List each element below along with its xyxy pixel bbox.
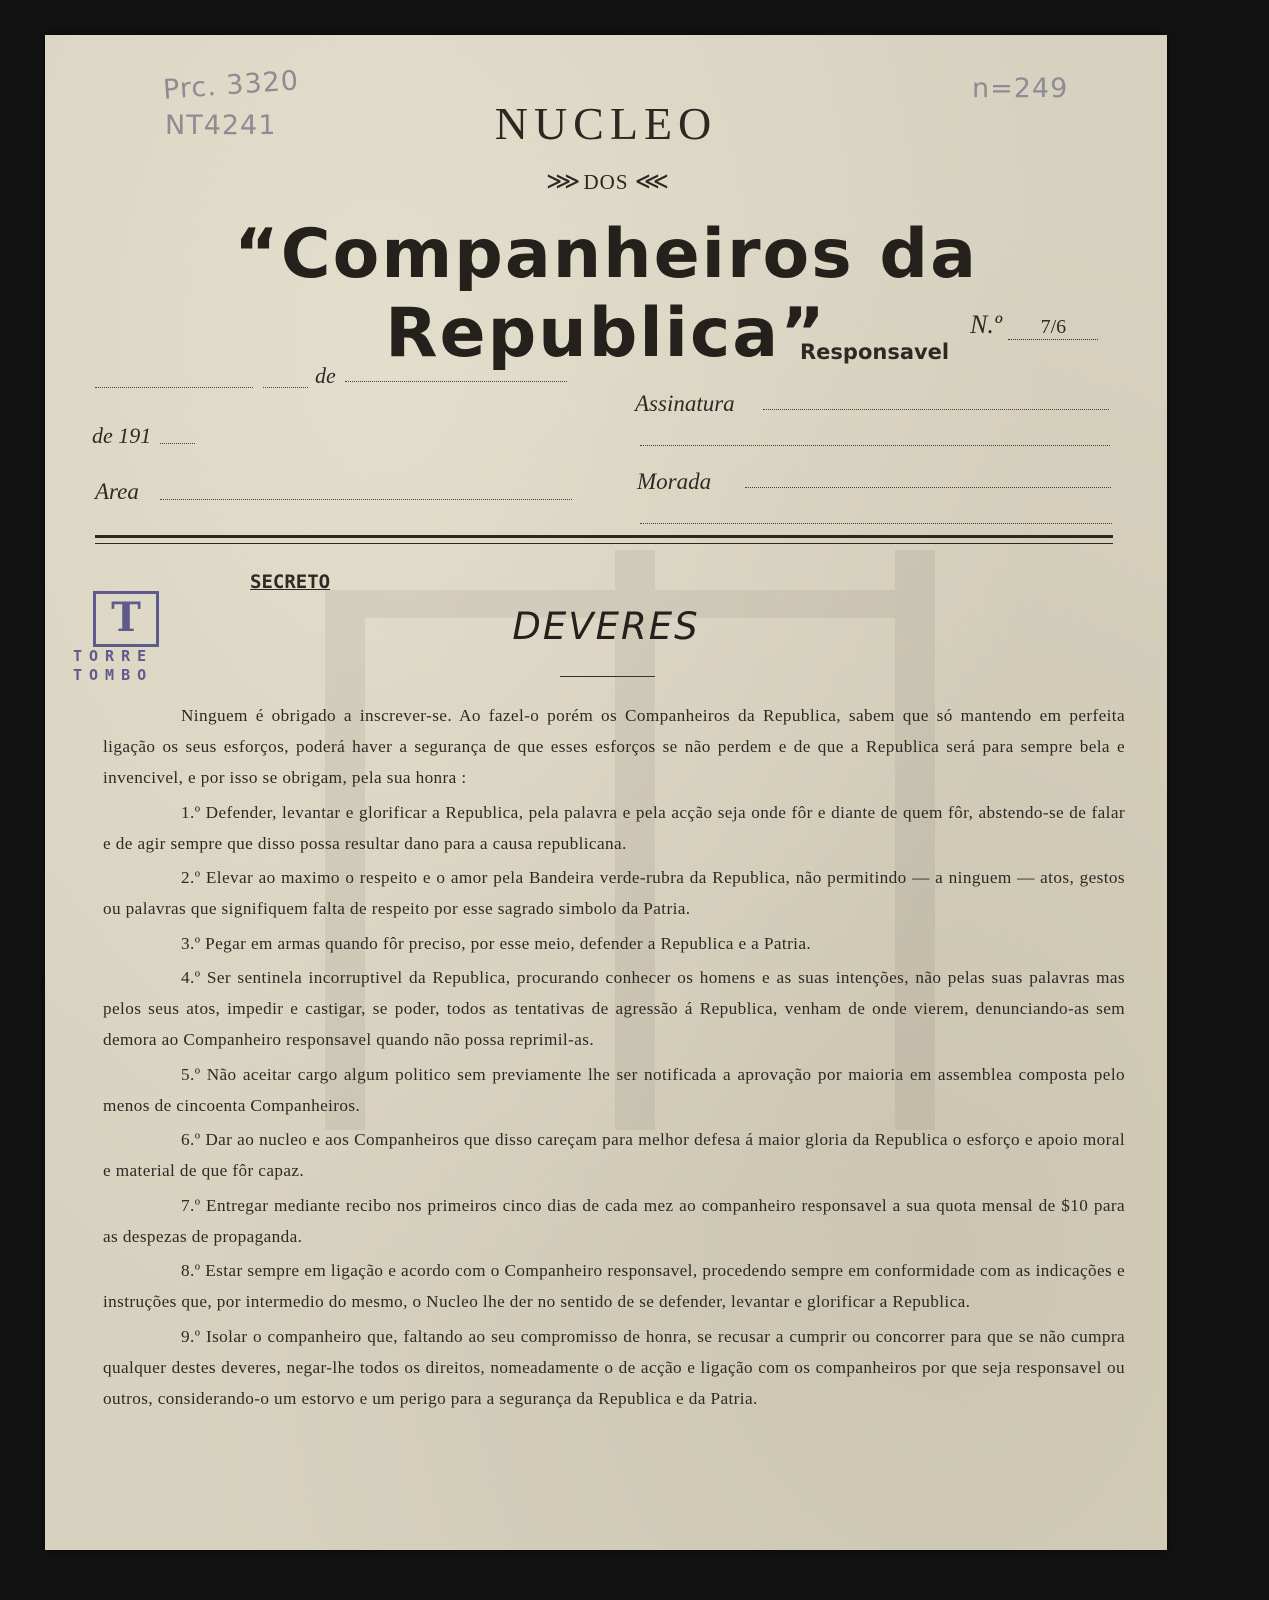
assinatura-label: Assinatura [635,391,735,416]
assinatura-field[interactable] [763,409,1109,410]
divider-thick [95,535,1113,538]
duty-item: 3.º Pegar em armas quando fôr preciso, por esse meio, defender a Republica e a Patria. [181,933,812,953]
de-191-label: de 191 [92,423,152,448]
handwritten-nt-number: NT4241 [165,110,277,141]
document-number [970,310,1098,340]
header-dos: DOS [583,170,629,194]
header-nucleo: NUCLEO [494,98,718,149]
duty-item: 2.º Elevar ao maximo o respeito e o amor pela Bandeira verde-rubra da Republica, não permitindo — a ninguem — atos, gestos ou palavras que signifiquem falta de respeito por esse sagrado simbolo da Patria. [103,868,1125,918]
page-title: “Companheiros da Republica” [234,215,978,373]
arrows-right-icon: ⋘ [634,169,666,195]
place-field[interactable] [95,387,253,388]
duty-item: 7.º Entregar mediante recibo nos primeiros cinco dias de cada mez ao companheiro responsavel a sua quota mensal de $10 para as despezas de propaganda. [103,1195,1125,1246]
duty-item: 8.º Estar sempre em ligação e acordo com o Companheiro responsavel, procedendo sempre em conformidade com as indicações e instruções que, por intermedio do mesmo, o Nucleo lhe der no sentido de se defender, levantar e glorificar a Republica. [103,1261,1125,1311]
month-field[interactable] [345,381,567,382]
divider-thin [95,543,1113,544]
morada-field-2[interactable] [640,523,1112,524]
section-heading: DEVERES [512,605,700,648]
day-field[interactable] [263,387,308,388]
morada-label: Morada [637,469,712,494]
duty-item: 1.º Defender, levantar e glorificar a Republica, pela palavra e pela acção seja onde fôr e diante de quem fôr, abstendo-se de falar e de agir sempre que disso possa resultar dano para a causa republicana. [103,802,1125,853]
header-dos-row [45,167,1167,196]
year-field[interactable] [160,443,195,444]
assinatura-field-2[interactable] [640,445,1110,446]
duty-item: 9.º Isolar o companheiro que, faltando ao seu compromisso de honra, se recusar a cumprir ou concorrer para que se não cumpra qualquer destes deveres, negar-lhe todos os direitos, nomeadamente o de acção e ligação com os companheiros por que seja responsavel ou outros, considerando-o um estorvo e um perigo para a segurança da Republica e da Patria. [103,1326,1125,1408]
duty-item: 5.º Não aceitar cargo algum politico sem previamente lhe ser notificada a aprovação por maioria em assemblea composta pelo menos de cincoenta Companheiros. [103,1064,1125,1115]
secreto-label: SECRETO [250,571,331,593]
responsavel-label: Responsavel [800,340,950,364]
document-page [45,35,1167,1550]
number-value: 7/6 [1008,316,1098,340]
duty-item: 4.º Ser sentinela incorruptivel da Republica, procurando conhecer os homens e as suas intenções, não pelas suas palavras mas pelos seus atos, impedir e castigar, se poder, todos as tentativas de agressão á Republica, venham de onde vierem, denunciando-as sem demora ao Companheiro responsavel quando não possa reprimil-as. [103,968,1125,1049]
duties-text [103,700,1125,1417]
handwritten-n-number: n=249 [972,73,1069,104]
area-label: Area [95,479,139,504]
torre-tombo-stamp-icon: T [93,591,159,647]
arrows-left-icon: ⋙ [546,169,578,195]
duty-item: 6.º Dar ao nucleo e aos Companheiros que disso careçam para melhor defesa á maior gloria da Republica o esforço e apoio moral e material de que fôr capaz. [103,1130,1125,1180]
de-label: de [315,363,336,388]
handwritten-process-number: Prc. 3320 [162,65,300,106]
morada-field[interactable] [745,487,1111,488]
number-label: N.º [970,310,1002,339]
intro-paragraph: Ninguem é obrigado a inscrever-se. Ao fazel-o porém os Companheiros da Republica, sabem que só mantendo em perfeita ligação os seus esforços, poderá haver a segurança de que esses esforços se não perdem e de que a Republica será para sempre bela e invencivel, e por isso se obrigam, pela sua honra : [103,706,1125,787]
heading-underline [560,676,655,677]
stamp-text: TORRE TOMBO [73,647,154,684]
area-field[interactable] [160,499,572,500]
